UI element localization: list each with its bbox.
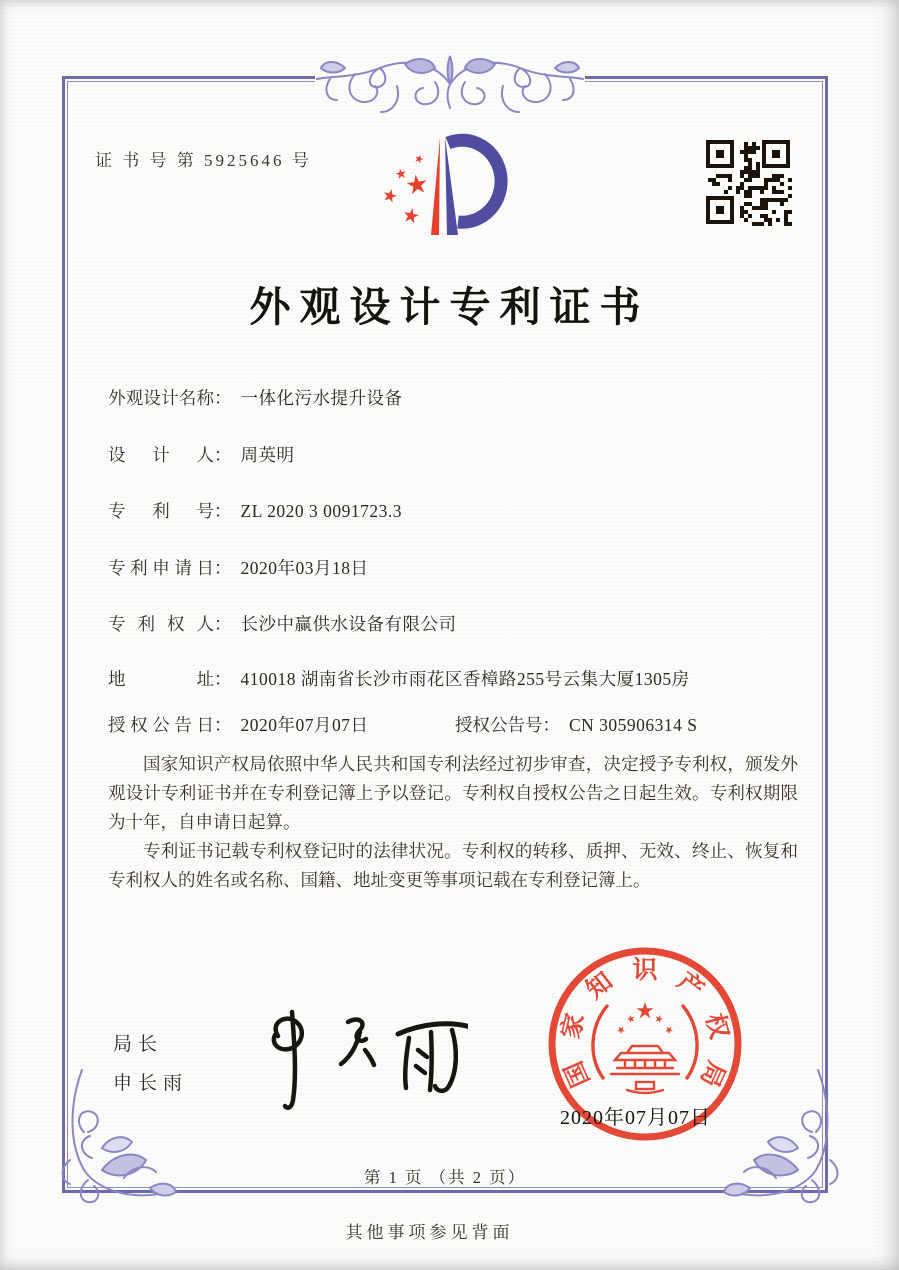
field-value: 2020年07月07日 <box>240 715 369 735</box>
field-value: ZL 2020 3 0091723.3 <box>240 501 402 521</box>
field-value: 周英明 <box>240 445 295 465</box>
field-grant-number: 授权公告号： CN 305906314 S <box>455 715 698 735</box>
field-label: 专利号 <box>108 501 214 521</box>
seal-char: 权 <box>700 1010 733 1042</box>
commissioner-signature <box>248 1000 468 1115</box>
issuer-name: 申长雨 <box>113 1073 189 1094</box>
seal-char: 产 <box>672 967 709 1005</box>
field-value: 一体化污水提升设备 <box>240 388 403 408</box>
logo-stars <box>382 153 428 224</box>
field-designer: 设计人： 周英明 <box>108 442 808 467</box>
body-paragraph-2: 专利证书记载专利权登记时的法律状况。专利权的转移、质押、无效、终止、恢复和专利权人的姓名或名称、国籍、地址变更等事项记载在专利登记簿上。 <box>108 841 798 890</box>
field-value: 410018 湖南省长沙市雨花区香樟路255号云集大厦1305房 <box>240 669 690 689</box>
field-value: 2020年03月18日 <box>240 558 369 578</box>
field-label: 地址 <box>108 669 214 689</box>
certificate-number: 证 书 号 第 5925646 号 <box>95 151 312 170</box>
see-back-note: 其他事项参见背面 <box>345 1223 514 1242</box>
field-label: 专利权人 <box>108 614 214 634</box>
field-value: 长沙中赢供水设备有限公司 <box>240 614 457 634</box>
top-border-ornament <box>285 42 615 134</box>
field-design-name: 外观设计名称： 一体化污水提升设备 <box>108 385 808 410</box>
cnipa-logo <box>376 133 516 243</box>
field-label: 设计人 <box>108 445 214 465</box>
field-value: CN 305906314 S <box>569 715 698 735</box>
seal-char: 知 <box>581 967 618 1005</box>
seal-char: 国 <box>560 1056 596 1091</box>
issuer-title: 局长 <box>113 1034 164 1055</box>
qr-code <box>706 140 794 228</box>
page-number-info: 第 1 页 （共 2 页） <box>363 1168 527 1187</box>
field-patentee: 专利权人： 长沙中赢供水设备有限公司 <box>108 611 808 636</box>
seal-char: 局 <box>694 1056 730 1091</box>
field-label: 授权公告日 <box>108 715 214 735</box>
certificate-title: 外观设计专利证书 <box>249 284 650 330</box>
body-paragraph-1: 国家知识产权局依照中华人民共和国专利法经过初步审查，决定授予专利权，颁发外观设计专利证书并在专利登记簿上予以登记。专利权自授权公告之日起生效。专利权期限为十年，自申请日起算。 <box>108 754 798 832</box>
seal-date: 2020年07月07日 <box>560 1107 711 1129</box>
field-label: 授权公告号 <box>455 715 543 735</box>
national-emblem <box>593 1002 697 1093</box>
field-patent-number: 专利号： ZL 2020 3 0091723.3 <box>108 498 808 523</box>
field-label: 专利申请日 <box>108 558 214 578</box>
field-address: 地址： 410018 湖南省长沙市雨花区香樟路255号云集大厦1305房 <box>108 666 808 691</box>
certificate-body-text <box>108 750 798 895</box>
field-filing-date: 专利申请日： 2020年03月18日 <box>108 555 808 580</box>
seal-char: 家 <box>557 1010 590 1042</box>
seal-char: 识 <box>632 957 658 984</box>
field-label: 外观设计名称 <box>108 388 214 408</box>
field-grant-date-and-number: 授权公告日： 2020年07月07日 授权公告号： CN 305906314 S <box>108 712 808 737</box>
